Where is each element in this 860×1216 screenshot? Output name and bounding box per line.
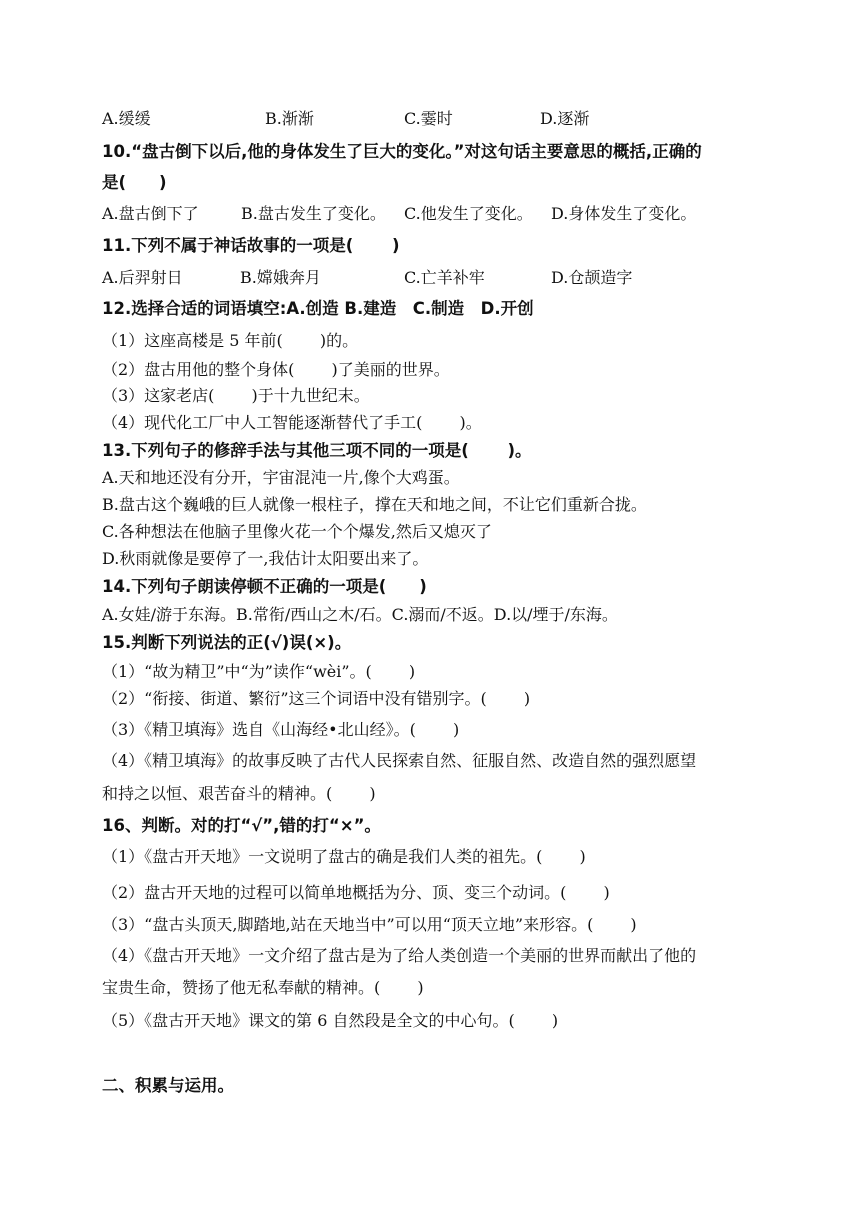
q10-option-d: D.身体发生了变化。: [551, 204, 697, 223]
q12-item-2: （2）盘古用他的整个身体( )了美丽的世界。: [102, 360, 450, 379]
q9-option-b: B.渐渐: [265, 109, 314, 128]
q10-stem-line2: 是( ): [102, 173, 167, 192]
q16-item-4-cont: 宝贵生命，赞扬了他无私奉献的精神。( ): [102, 978, 424, 997]
q16-item-4: （4）《盘古开天地》一文介绍了盘古是为了给人类创造一个美丽的世界而献出了他的: [102, 946, 697, 965]
q16-item-3: （3）“盘古头顶天,脚踏地,站在天地当中”可以用“顶天立地”来形容。( ): [102, 915, 637, 934]
q16-stem: 16、判断。对的打“√”,错的打“×”。: [102, 816, 381, 835]
q14-stem: 14.下列句子朗读停顿不正确的一项是( ): [102, 577, 427, 596]
q10-option-c: C.他发生了变化。: [404, 204, 533, 223]
q16-item-1: （1）《盘古开天地》一文说明了盘古的确是我们人类的祖先。( ): [102, 847, 586, 866]
section-2-title: 二、积累与运用。: [102, 1076, 234, 1095]
q15-item-1: （1）“故为精卫”中“为”读作“wèi”。( ): [102, 662, 416, 681]
q12-item-3: （3）这家老店( )于十九世纪末。: [102, 386, 370, 405]
q9-option-a: A.缓缓: [102, 109, 151, 128]
q11-option-c: C.亡羊补牢: [404, 268, 485, 287]
q15-item-3: （3）《精卫填海》选自《山海经•北山经》。( ): [102, 720, 460, 739]
q13-option-b: B.盘古这个巍峨的巨人就像一根柱子，撑在天和地之间，不让它们重新合拢。: [102, 495, 647, 514]
q12-item-1: （1）这座高楼是 5 年前( )的。: [102, 331, 359, 350]
q13-option-c: C.各种想法在他脑子里像火花一个个爆发,然后又熄灭了: [102, 522, 492, 541]
q9-option-c: C.霎时: [404, 109, 453, 128]
q16-item-5: （5）《盘古开天地》课文的第 6 自然段是全文的中心句。( ): [102, 1011, 559, 1030]
q12-item-4: （4）现代化工厂中人工智能逐渐替代了手工( )。: [102, 413, 482, 432]
q11-option-d: D.仓颉造字: [551, 268, 633, 287]
q15-stem: 15.判断下列说法的正(√)误(×)。: [102, 633, 352, 652]
q15-item-4: （4）《精卫填海》的故事反映了古代人民探索自然、征服自然、改造自然的强烈愿望: [102, 751, 697, 770]
q13-stem: 13.下列句子的修辞手法与其他三项不同的一项是( )。: [102, 441, 532, 460]
q9-option-d: D.逐渐: [540, 109, 590, 128]
q13-option-a: A.天和地还没有分开，宇宙混沌一片,像个大鸡蛋。: [102, 468, 460, 487]
q11-stem: 11.下列不属于神话故事的一项是( ): [102, 236, 400, 255]
q15-item-4-cont: 和持之以恒、艰苦奋斗的精神。( ): [102, 784, 376, 803]
q14-options: A.女娃/游于东海。B.常衔/西山之木/石。C.溺而/不返。D.以/堙于/东海。: [102, 605, 618, 624]
q10-stem-line1: 10.“盘古倒下以后,他的身体发生了巨大的变化。”对这句话主要意思的概括,正确的: [102, 142, 702, 161]
q11-option-a: A.后羿射日: [102, 268, 183, 287]
q10-option-b: B.盘古发生了变化。: [241, 204, 386, 223]
q11-option-b: B.嫦娥奔月: [240, 268, 321, 287]
q10-option-a: A.盘古倒下了: [102, 204, 199, 223]
q16-item-2: （2）盘古开天地的过程可以简单地概括为分、顶、变三个动词。( ): [102, 883, 610, 902]
q15-item-2: （2）“衔接、街道、繁衍”这三个词语中没有错别字。( ): [102, 689, 531, 708]
q12-stem: 12.选择合适的词语填空:A.创造 B.建造 C.制造 D.开创: [102, 299, 534, 318]
q13-option-d: D.秋雨就像是要停了一,我估计太阳要出来了。: [102, 549, 429, 568]
